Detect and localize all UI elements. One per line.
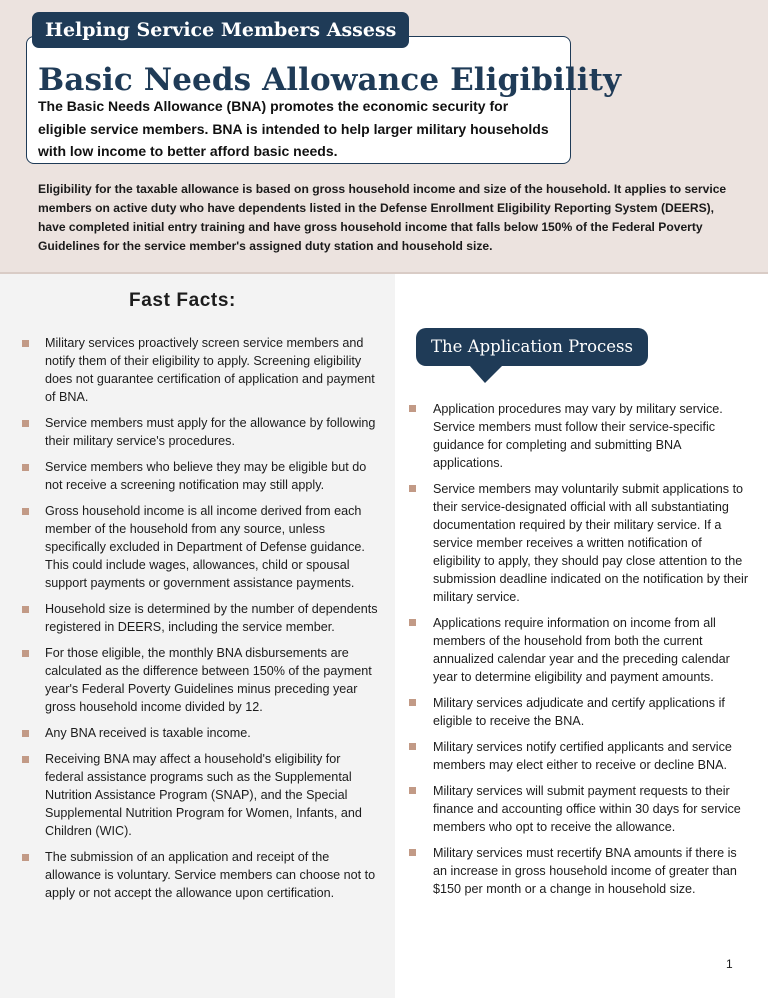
- bullet-square-icon: [22, 606, 29, 613]
- speech-tail-icon: [469, 365, 503, 383]
- list-item-text: Application procedures may vary by military service. Service members must follow their service-specific guidance for completing and submitting BNA applications.: [433, 402, 723, 470]
- list-item-text: Military services proactively screen service members and notify them of their eligibility to apply. Screening eligibility does not guarantee certification of application and payment of BNA.: [45, 336, 375, 404]
- list-item-text: The submission of an application and receipt of the allowance is voluntary. Service members can choose not to apply or not accept the allowance upon certification.: [45, 850, 376, 900]
- eligibility-paragraph: Eligibility for the taxable allowance is based on gross household income and size of the household. It applies to service members on active duty who have dependents listed in the Defense Enrollment Eligibility Reporting System (DEERS), have completed initial entry training and have gross household income that falls below 150% of the Federal Poverty Guidelines for the service member's assigned duty station and household size.: [38, 182, 727, 253]
- list-item-text: Receiving BNA may affect a household's eligibility for federal assistance programs such as the Supplemental Nutrition Assistance Program (SNAP), and the Special Supplemental Nutrition Program for Women, Infants, and Children (WIC).: [45, 752, 362, 838]
- page-number: 1: [726, 957, 733, 971]
- list-item-text: Military services must recertify BNA amounts if there is an increase in gross household income of greater than $150 per month or a change in household size.: [433, 846, 737, 896]
- intro-text: The Basic Needs Allowance (BNA) promotes the economic security for eligible service members. BNA is intended to help larger military households with low income to better afford basic needs.: [38, 98, 549, 159]
- bullet-square-icon: [409, 485, 416, 492]
- list-item-text: Any BNA received is taxable income.: [45, 726, 251, 740]
- list-item: [409, 480, 751, 606]
- bullet-square-icon: [409, 849, 416, 856]
- list-item-text: Applications require information on income from all members of the household from both the current annualized calendar year and the preceding calendar year to determine eligibility and payment amounts.: [433, 616, 730, 684]
- bullet-square-icon: [409, 619, 416, 626]
- title-box: [26, 36, 622, 164]
- bullet-square-icon: [22, 420, 29, 427]
- list-item: [409, 844, 751, 898]
- list-item: [409, 614, 751, 686]
- fast-facts-list: [22, 334, 382, 910]
- list-item-text: Military services adjudicate and certify applications if eligible to receive the BNA.: [433, 696, 725, 728]
- page-title: Basic Needs Allowance Eligibility: [38, 62, 622, 98]
- bullet-square-icon: [409, 743, 416, 750]
- list-item-text: Service members must apply for the allowance by following their military service's procedures.: [45, 416, 376, 448]
- bullet-square-icon: [22, 508, 29, 515]
- list-item-text: Military services notify certified applicants and service members may elect either to receive or decline BNA.: [433, 740, 732, 772]
- bullet-square-icon: [22, 756, 29, 763]
- list-item: [22, 600, 382, 636]
- fast-facts-title: Fast Facts:: [129, 290, 236, 311]
- list-item-text: Household size is determined by the number of dependents registered in DEERS, including the service member.: [45, 602, 378, 634]
- bullet-square-icon: [22, 340, 29, 347]
- bullet-square-icon: [22, 464, 29, 471]
- list-item: [22, 334, 382, 406]
- list-item-text: For those eligible, the monthly BNA disbursements are calculated as the difference between 150% of the payment year's Federal Poverty Guidelines minus preceding year gross household income divided by 12.: [45, 646, 372, 714]
- list-item: [22, 414, 382, 450]
- list-item: [22, 724, 382, 742]
- bullet-square-icon: [22, 854, 29, 861]
- list-item: [409, 782, 751, 836]
- list-item-text: Gross household income is all income derived from each member of the household from any source, unless specifically excluded in Department of Defense guidance. This could include wages, allowances, child or spousal support payments or government assistance payments.: [45, 504, 365, 590]
- bullet-square-icon: [22, 650, 29, 657]
- bullet-square-icon: [409, 699, 416, 706]
- bullet-square-icon: [409, 405, 416, 412]
- list-item: [22, 750, 382, 840]
- list-item: [22, 848, 382, 902]
- list-item-text: Military services will submit payment requests to their finance and accounting office within 30 days for service members who opt to receive the allowance.: [433, 784, 741, 834]
- kicker-label: Helping Service Members Assess: [32, 12, 409, 48]
- application-process-list: [409, 400, 751, 906]
- bullet-square-icon: [22, 730, 29, 737]
- list-item: [409, 400, 751, 472]
- list-item: [22, 644, 382, 716]
- list-item: [409, 694, 751, 730]
- list-item-text: Service members who believe they may be eligible but do not receive a screening notification may still apply.: [45, 460, 367, 492]
- list-item-text: Service members may voluntarily submit applications to their service-designated official with all substantiating documentation required by their military service. If a service member receives a written notification of eligibility to apply, they should pay close attention to the submission deadline indicated on the notification by their military service.: [433, 482, 749, 604]
- bullet-square-icon: [409, 787, 416, 794]
- application-process-heading: The Application Process: [416, 328, 648, 366]
- list-item: [22, 502, 382, 592]
- list-item: [22, 458, 382, 494]
- list-item: [409, 738, 751, 774]
